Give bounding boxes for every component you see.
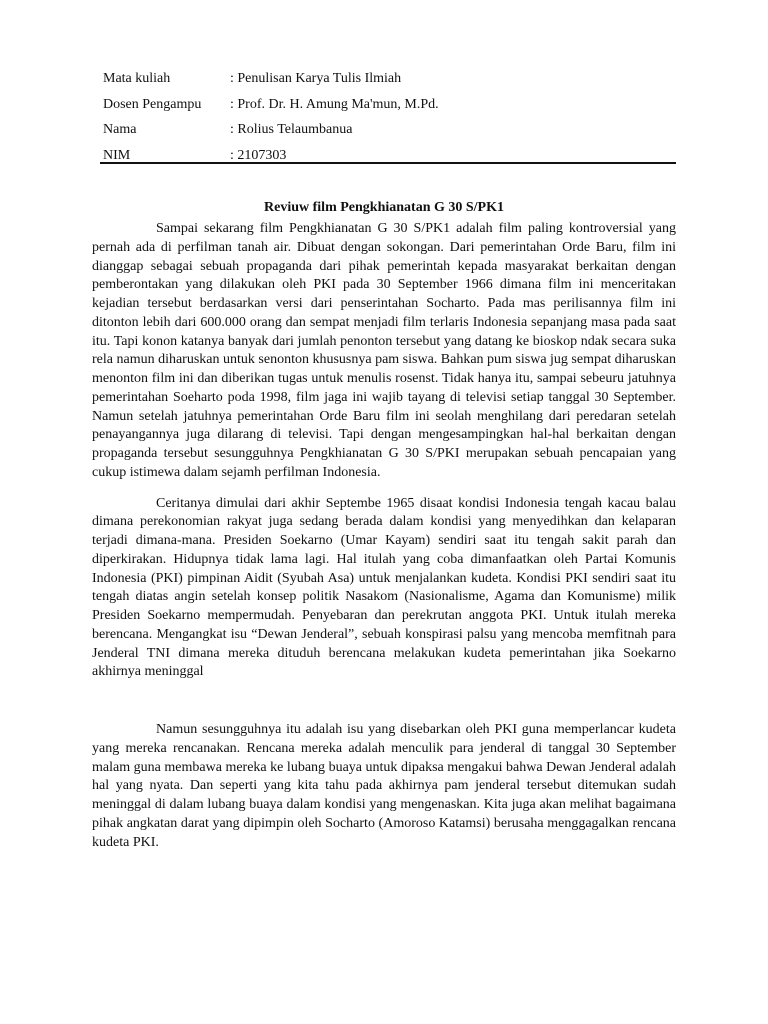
document-body [92,220,676,852]
header-value: : Rolius Telaumbanua [230,122,353,138]
course-info-header [100,66,676,168]
header-label: Nama [103,122,137,138]
header-label: Mata kuliah [103,71,171,86]
header-row-lecturer [100,92,676,118]
header-label: NIM [103,147,131,163]
header-label: Dosen Pengampu [103,96,202,112]
paragraph: Sampai sekarang film Pengkhianatan G 30 S/PK1 adalah film paling kontroversial yang pernah ada di perfilman tanah air. Dibuat dengan sokongan. Dari pemerintahan Orde Baru, film ini dianggap sebagai sebuah propaganda dari pihak pemerintah kepada masyarakat berkaitan dengan pemberontakan yang dilakukan oleh PKI pada 30 September 1966 dimana film ini menceritakan kejadian tersebut berdasarkan versi dari penserintahan Socharto. Pada mas perilisannya film ini ditonton lebih dari 600.000 orang dan sempat menjadi film terlaris Indonesia sepanjang masa pada saat itu. Tapi konon katanya banyak dari jumlah penonton tersebut yang datang ke bioskop ndak secara suka rela namun diharuskan untuk senonton khususnya pam siswa. Bahkan pum siswa jug sempat diharuskan menonton film ini dan diberikan tugas untuk menulis rosenst. Tidak hanya itu, sampai sebeuru jatuhnya pemerintahan Soeharto poda 1998, film jaga ini wajib tayang di televisi setiap tanggal 30 September. Namun setelah jatuhnya pemerintahan Orde Baru film ini seolah menghilang dari peredaran setelah penayangannya juga dilarang di televisi. Tapi dengan mengesampingkan hal-hal berkaitan dengan propaganda tersebut sesungguhnya Pengkhianatan G 30 S/PKI merupakan sebuah pencapaian yang cukup istimewa dalam sejamh perfilman Indonesia. [92,221,677,480]
header-divider [100,162,676,164]
header-value: : Prof. Dr. H. Amung Ma'mun, M.Pd. [230,96,439,112]
document-title: Reviuw film Pengkhianatan G 30 S/PK1 [264,200,504,215]
header-row-nim [100,143,676,169]
header-value: : 2107303 [230,147,287,163]
header-value: : Penulisan Karya Tulis Ilmiah [230,71,402,86]
header-row-name [100,117,676,143]
header-row-course [100,66,676,92]
paragraph: Namun sesungguhnya itu adalah isu yang disebarkan oleh PKI guna memperlancar kudeta yang mereka rencanakan. Rencana mereka adalah menculik para jenderal di tanggal 30 September malam guna membawa mereka ke lubang buaya untuk dipaksa mengakui bahwa Dewan Jenderal adalah hal yang nyata. Dan seperti yang kita tahu pada akhirnya pam jenderal tersebut ditemukan sudah meninggal di dalam lubang buaya dalam kondisi yang mengenaskan. Kita juga akan melihat bagaimana pihak angkatan darat yang dipimpin oleh Socharto (Amoroso Katamsi) berusaha menggagalkan rencana kudeta PKI. [92,722,676,850]
paragraph: Ceritanya dimulai dari akhir Septembe 1965 disaat kondisi Indonesia tengah kacau balau dimana perekonomian rakyat juga sedang berada dalam kondisi yang menyedihkan dan kelaparan terjadi dimana-mana. Presiden Soekarno (Umar Kayam) sendiri saat itu tengah sakit parah dan diperkirakan. Hidupnya tidak lama lagi. Hal itulah yang coba dimanfaatkan oleh Partai Komunis Indonesia (PKI) pimpinan Aidit (Syubah Asa) untuk menjalankan kudeta. Kondisi PKI sendiri saat itu tengah diatas angin setelah konsep politik Nasakom (Nasionalisme, Agama dan Komunisme) milik Presiden Soekarno mempermudah. Penyebaran dan perekrutan anggota PKI. Untuk itulah mereka berencana. Mengangkat isu “Dewan Jenderal”, sebuah konspirasi palsu yang mencoba memfitnah para Jenderal TNI dimana mereka dituduh berencana melakukan kudeta pemerintahan jika Soekarno akhirnya meninggal [92,495,676,680]
